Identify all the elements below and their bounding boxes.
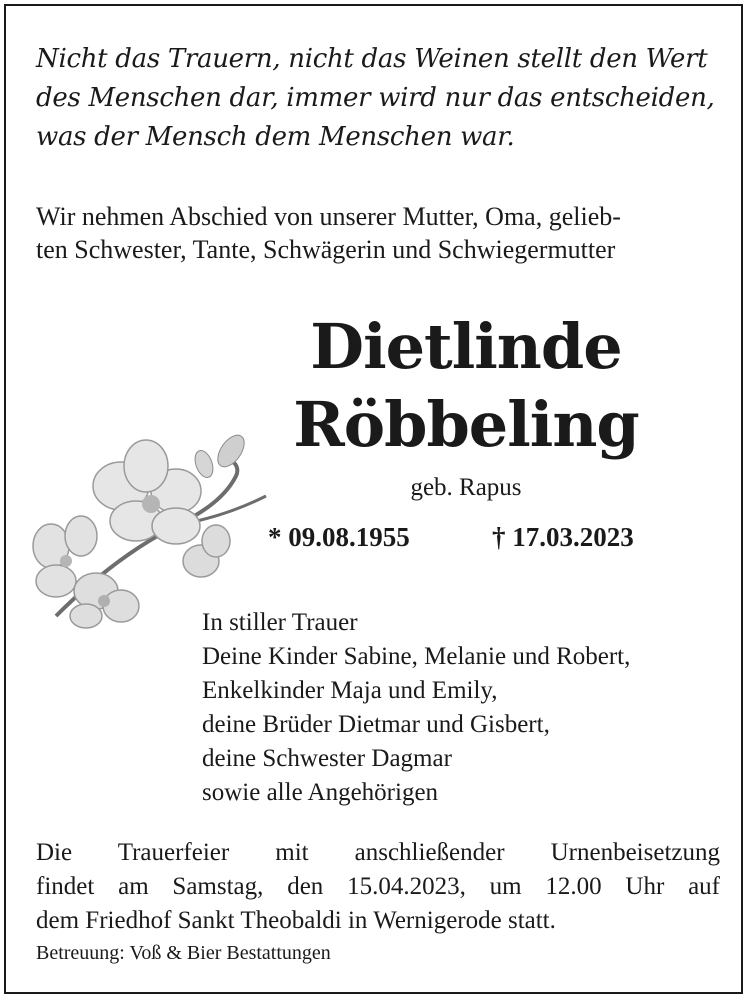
deceased-first-name: Dietlinde	[310, 310, 622, 383]
mourner-line: deine Brüder Dietmar und Gisbert,	[202, 711, 550, 738]
deceased-name	[256, 308, 676, 464]
mourner-line: Deine Kinder Sabine, Melanie und Robert,	[202, 643, 631, 670]
mourners-list	[202, 606, 630, 810]
quote-line: Nicht das Trauern, nicht das Weinen stellt den Wert	[36, 44, 708, 74]
mourner-line: deine Schwester Dagmar	[202, 745, 452, 772]
intro-line: ten Schwester, Tante, Schwägerin und Schwiegermutter	[36, 235, 616, 264]
undertaker-credit: Betreuung: Voß & Bier Bestattungen	[36, 942, 331, 964]
memorial-quote	[36, 40, 726, 157]
intro-line: Wir nehmen Abschied von unserer Mutter, Oma, gelieb-	[36, 202, 621, 231]
mourner-line: sowie alle Angehörigen	[202, 779, 439, 806]
funeral-notice	[36, 836, 720, 938]
birth-date: * 09.08.1955	[268, 522, 410, 552]
funeral-line: findet am Samstag, den 15.04.2023, um 12.00 Uhr auf	[36, 873, 720, 900]
deceased-last-name: Röbbeling	[293, 388, 639, 461]
mourner-line: In stiller Trauer	[202, 609, 358, 636]
birth-name: geb. Rapus	[410, 474, 522, 501]
quote-line: des Menschen dar, immer wird nur das entscheiden,	[36, 83, 715, 113]
orchid-branch-icon	[26, 416, 276, 636]
funeral-line: dem Friedhof Sankt Theobaldi in Wernigerode statt.	[36, 907, 556, 934]
obituary-card	[4, 4, 743, 994]
farewell-intro	[36, 200, 726, 266]
mourner-line: Enkelkinder Maja und Emily,	[202, 677, 498, 704]
funeral-line: Die Trauerfeier mit anschließender Urnenbeisetzung	[36, 839, 720, 866]
quote-line: was der Mensch dem Menschen war.	[36, 122, 515, 152]
death-date: † 17.03.2023	[492, 522, 634, 552]
